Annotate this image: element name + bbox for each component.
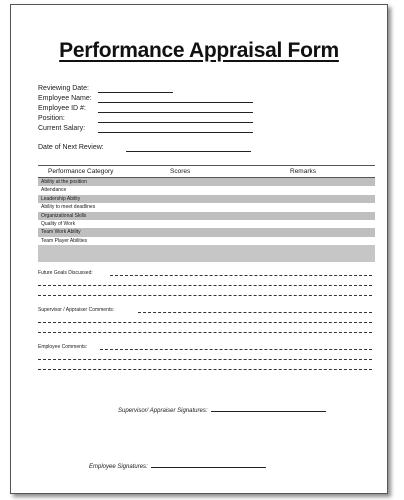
future-goals-section xyxy=(38,270,375,304)
employee-comments-line[interactable] xyxy=(38,359,372,360)
employee-name-line[interactable] xyxy=(98,102,253,103)
form-page xyxy=(10,4,388,494)
future-goals-label: Future Goals Discussed: xyxy=(38,270,93,276)
header-remarks: Remarks xyxy=(290,168,317,175)
future-goals-line[interactable] xyxy=(38,285,372,286)
future-goals-line[interactable] xyxy=(38,295,372,296)
position-field[interactable] xyxy=(38,114,65,124)
position-label: Position: xyxy=(38,115,65,122)
supervisor-comments-line[interactable] xyxy=(38,332,372,333)
employee-comments-line[interactable] xyxy=(100,349,372,350)
header-category: Performance Category xyxy=(48,168,114,175)
table-header xyxy=(38,165,375,178)
reviewing-date-line[interactable] xyxy=(98,92,173,93)
performance-table xyxy=(38,165,375,262)
supervisor-signature-label: Supervisor/ Appraiser Signatures: xyxy=(118,408,208,414)
current-salary-field[interactable] xyxy=(38,124,85,134)
header-scores: Scores xyxy=(170,168,191,175)
employee-comments-label: Employee Comments: xyxy=(38,344,88,350)
current-salary-line[interactable] xyxy=(98,132,253,133)
table-row[interactable]: Leadership Ability xyxy=(38,195,375,203)
table-row[interactable]: Team Work Ability xyxy=(38,228,375,236)
employee-id-line[interactable] xyxy=(98,112,253,113)
reviewing-date-field[interactable] xyxy=(38,84,89,94)
employee-signature[interactable] xyxy=(89,464,266,470)
employee-signature-label: Employee Signatures: xyxy=(89,464,148,470)
table-row[interactable]: Ability to meet deadlines xyxy=(38,203,375,211)
supervisor-comments-line[interactable] xyxy=(38,322,372,323)
employee-id-field[interactable] xyxy=(38,104,86,114)
employee-name-label: Employee Name: xyxy=(38,95,92,102)
table-row[interactable]: Ability at the position xyxy=(38,178,375,186)
employee-id-label: Employee ID #: xyxy=(38,105,86,112)
reviewing-date-label: Reviewing Date: xyxy=(38,85,89,92)
supervisor-signature-line[interactable] xyxy=(211,411,326,412)
supervisor-signature[interactable] xyxy=(118,408,326,414)
form-title: Performance Appraisal Form xyxy=(59,39,339,62)
next-review-line[interactable] xyxy=(126,151,251,152)
supervisor-comments-section xyxy=(38,307,375,341)
employee-comments-section xyxy=(38,344,375,378)
position-line[interactable] xyxy=(98,122,253,123)
table-row[interactable] xyxy=(38,245,375,253)
table-row[interactable] xyxy=(38,254,375,262)
table-row[interactable]: Quality of Work xyxy=(38,220,375,228)
supervisor-comments-label: Supervisor / Appraiser Comments: xyxy=(38,307,115,313)
next-review-field[interactable] xyxy=(38,143,104,153)
table-row[interactable]: Team Player Abilities xyxy=(38,237,375,245)
employee-name-field[interactable] xyxy=(38,94,92,104)
employee-comments-line[interactable] xyxy=(38,369,372,370)
table-row[interactable]: Organizational Skills xyxy=(38,212,375,220)
supervisor-comments-line[interactable] xyxy=(138,312,372,313)
next-review-label: Date of Next Review: xyxy=(38,144,104,151)
table-row[interactable]: Attendance xyxy=(38,186,375,194)
current-salary-label: Current Salary: xyxy=(38,125,86,132)
future-goals-line[interactable] xyxy=(110,275,372,276)
employee-signature-line[interactable] xyxy=(151,467,266,468)
